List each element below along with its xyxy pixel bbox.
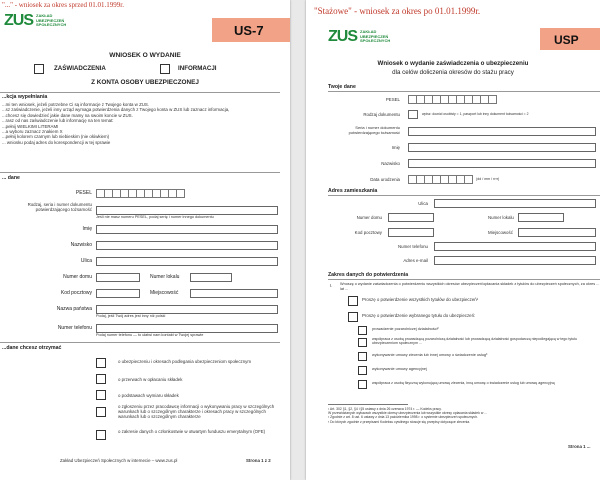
section-dane: ... dane — [2, 175, 20, 181]
data-urodzenia-input[interactable] — [408, 175, 472, 184]
nazwisko-label: Nazwisko — [381, 161, 400, 166]
pesel-digit[interactable] — [488, 95, 497, 104]
zus-logo — [328, 28, 400, 46]
telefon-input[interactable] — [96, 324, 278, 333]
logo-line: ZAKŁAD — [36, 13, 53, 19]
footer-website: Zakład Ubezpieczeń Społecznych w internecie – www.zus.pl — [60, 458, 178, 463]
informacji-label: INFORMACJI — [178, 65, 217, 72]
logo-line: SPOŁECZNYCH — [36, 22, 67, 28]
us7-form-page — [0, 0, 290, 480]
form-code: US-7 — [234, 23, 264, 38]
nr-domu-input[interactable] — [388, 213, 434, 222]
section-zakres: Zakres danych do potwierdzenia — [328, 272, 409, 278]
miejscowosc-label: Miejscowość — [150, 290, 179, 296]
zakres-intro: Wnoszę o wydanie zaświadczenia o potwierdzeniu wszystkich okresów ubezpieczeń/opłacania składek z tytułów do ubezpieczeń społecznych, za okres ... lat ... — [340, 282, 600, 291]
instruction-line: ...chcesz się dowiedzieć jakie dane mamy na swoim koncie w ZUS. — [2, 112, 133, 118]
form-code-box — [212, 18, 290, 42]
divider — [328, 279, 600, 280]
instruction-line: ... wniosku podaj adres do korespondencji w tej sprawie — [2, 139, 111, 145]
date-digit[interactable] — [464, 175, 473, 184]
zus-logo-mark: ZUS — [328, 28, 357, 45]
pesel-label: PESEL — [385, 97, 400, 102]
email-input[interactable] — [434, 256, 596, 265]
section-adres: Adres zamieszkania — [328, 188, 378, 194]
nr-lokalu-input[interactable] — [518, 213, 564, 222]
ulica-input[interactable] — [96, 257, 278, 266]
kod-label: Kod pocztowy — [354, 230, 382, 235]
sub-option-label: wykonywanie umowy zlecenia lub innej umowy o świadczenie usług³ — [372, 353, 488, 357]
sub-option-label: wykonywanie umowy agencyjnej — [372, 367, 427, 371]
zus-logo-mark: ZUS — [4, 12, 33, 29]
footnote: W przewidzianych wykazach wszystkie okresy ubezpieczenia lub wszystkie okresy opłacania składek w ... — [328, 411, 488, 416]
instructions-heading: ...kcja wypełniania — [2, 94, 48, 100]
nazwa-panstwa-input[interactable] — [96, 305, 278, 314]
option-checkbox[interactable] — [348, 312, 358, 322]
imie-input[interactable] — [96, 225, 278, 234]
miejscowosc-input[interactable] — [190, 289, 278, 298]
telefon-hint: Podaj numer telefonu — to ułatwi nam kontakt w Twojej sprawie — [96, 333, 204, 337]
rodzaj-input[interactable] — [408, 110, 418, 119]
option-label: Proszę o potwierdzenie wszystkich tytułów do ubezpieczeń¹ — [362, 297, 479, 302]
form-subtitle: Z KONTA OSOBY UBEZPIECZONEJ — [91, 79, 199, 86]
nazwisko-input[interactable] — [408, 159, 596, 168]
miejscowosc-label: Miejscowość — [488, 230, 513, 235]
ulica-label: Ulica — [418, 201, 428, 206]
page-number: Strona 1 ... — [568, 444, 591, 449]
imie-label: Imię — [82, 226, 92, 232]
zaswiadczenie-checkbox[interactable] — [34, 64, 44, 74]
section-twoje-dane: Twoje dane — [328, 84, 356, 90]
nazwisko-label: Nazwisko — [70, 242, 92, 248]
divider — [0, 92, 280, 93]
form-title: WNIOSEK O WYDANIE — [109, 52, 181, 59]
option-checkbox[interactable] — [348, 296, 358, 306]
option-label: o podstawach wymiaru składek — [118, 393, 179, 398]
divider — [0, 172, 280, 173]
option-label: o zakresie danych o członkostwie w otwartym funduszu emerytalnym (OFE) — [118, 429, 266, 434]
option-label: o ubezpieczeniu i okresach podlegania ubezpieczeniom społecznym — [118, 359, 252, 364]
data-hint: (dd / mm / rrrr) — [476, 177, 500, 181]
instruction-line: ...rasz od nas zaświadczenie lub informację na ten temat: — [2, 118, 114, 124]
imie-label: Imię — [391, 145, 400, 150]
dokument-input[interactable] — [96, 206, 278, 215]
telefon-label: Numer telefonu — [57, 325, 92, 331]
sub-option-checkbox[interactable] — [358, 352, 367, 361]
footnote-divider — [328, 404, 408, 405]
right-caption: "Stażowe" - wniosek za okres po 01.01.1999r. — [314, 6, 481, 16]
pesel-input[interactable] — [408, 95, 496, 104]
sub-option-checkbox[interactable] — [358, 338, 367, 347]
section-roman-numeral: I. — [330, 283, 333, 288]
section-otrzymac: ...dane chcesz otrzymać — [2, 345, 62, 351]
dokument-hint: Jeśli nie masz numeru PESEL, podaj serię i numer innego dokumentu — [96, 215, 214, 219]
rodzaj-hint: wpisz: dowód osobisty = 1, paszport lub inny dokument tożsamości = 2 — [422, 112, 529, 116]
rodzaj-label: Rodzaj dokumentu — [363, 112, 400, 117]
sub-option-label: prowadzenie pozarolniczej działalności² — [372, 327, 439, 331]
divider — [0, 342, 280, 343]
nazwa-panstwa-label: Nazwa państwa — [56, 306, 92, 312]
option-checkbox[interactable] — [96, 407, 106, 417]
kod-input[interactable] — [96, 289, 140, 298]
sub-option-label: współpraca z osobą prowadzącą pozarolniczą działalność lub prowadzącą działalność gospodarczą niepodlegającą w tego tytułu ubezpieczeniom społecznym ... — [372, 337, 577, 346]
instruction-line: ...sz zaświadczenie, jeżeli inny urząd wymaga potwierdzenia danych z Twojego konta w ZUS lub zaznacz informacja, — [2, 107, 230, 113]
option-checkbox[interactable] — [96, 374, 106, 384]
instructions-list — [2, 102, 282, 145]
imie-input[interactable] — [408, 143, 596, 152]
instruction-line: ...pełnij kolorem czarnym lub niebieskim (nie ołówkiem) — [2, 134, 110, 140]
seria-input[interactable] — [408, 127, 596, 136]
logo-line: ZAKŁAD — [360, 29, 377, 35]
kod-input[interactable] — [388, 228, 434, 237]
nr-domu-label: Numer domu — [356, 215, 382, 220]
instruction-line: ...a wyboru zaznacz znakiem X — [2, 129, 63, 135]
option-checkbox[interactable] — [96, 390, 106, 400]
informacji-checkbox[interactable] — [160, 64, 170, 74]
divider — [328, 91, 600, 92]
sub-option-checkbox[interactable] — [358, 380, 367, 389]
logo-line: UBEZPIECZEŃ — [360, 33, 389, 39]
left-caption: "..." - wniosek za okres sprzed 01.01.1999r. — [2, 1, 124, 9]
footnotes — [328, 407, 600, 424]
page-number: Strona 1 z 2 — [246, 458, 271, 463]
sub-option-checkbox[interactable] — [358, 366, 367, 375]
option-checkbox[interactable] — [96, 358, 106, 368]
instruction-line: ...mi ten wniosek, jeżeli potrzebne Ci są informacje z Twojego konta w ZUS. — [2, 102, 150, 107]
sub-option-checkbox[interactable] — [358, 326, 367, 335]
miejscowosc-input[interactable] — [518, 228, 596, 237]
ulica-input[interactable] — [434, 199, 596, 208]
sub-option-label: współpraca z osobą fizyczną wykonującą umowę zlecenia, inną umowę o świadczenie usług lub umowę agencyjną — [372, 381, 555, 385]
nr-lokalu-input[interactable] — [190, 273, 232, 282]
seria-label: Seria i numer dokumentu potwierdzającego tożsamość — [348, 125, 400, 135]
nazwisko-input[interactable] — [96, 241, 278, 250]
divider — [328, 195, 600, 196]
option-checkbox[interactable] — [96, 430, 106, 440]
option-label: o przerwach w opłacaniu składek — [118, 377, 183, 382]
instruction-line: ...pełnij WIELKIMI LITERAMI — [2, 123, 59, 129]
logo-line: SPOŁECZNYCH — [360, 38, 391, 44]
nr-lokalu-label: Numer lokalu — [488, 215, 514, 220]
zus-logo — [4, 12, 76, 30]
nr-domu-input[interactable] — [96, 273, 140, 282]
form-code-box — [540, 28, 600, 50]
footnote: ¹ Art. 302 §1, §2, §4 i §5 ustawy z dnia 26 czerwca 1974 r. — Kodeks pracy. — [328, 407, 442, 411]
pesel-label: PESEL — [75, 190, 92, 196]
footnote: ² Zgodnie z art. 8 ust. 6 ustawy z dnia 13 października 1998 r. o systemie ubezpieczeń społecznych. — [328, 415, 479, 420]
form-title: Wniosek o wydanie zaświadczenia o ubezpieczeniu — [377, 60, 529, 67]
nr-lokalu-label: Numer lokalu — [150, 274, 180, 280]
kod-label: Kod pocztowy — [60, 290, 92, 296]
logo-line: UBEZPIECZEŃ — [36, 17, 65, 23]
nr-domu-label: Numer domu — [63, 274, 92, 280]
pesel-input[interactable] — [96, 189, 184, 198]
option-label: Proszę o potwierdzenie wybranego tytułu do ubezpieczeń: — [362, 313, 476, 318]
ulica-label: Ulica — [80, 258, 92, 264]
zaswiadczenie-label: ZAŚWIADCZENIA — [54, 65, 106, 72]
email-label: Adres e-mail — [403, 258, 428, 263]
telefon-input[interactable] — [434, 242, 596, 251]
form-code: USP — [554, 33, 579, 47]
option-label: o zgłoszeniu przez pracodawcę informacji o wykonywaniu pracy w szczególnych warunkach lub o szczególnym charakterze i okresach pracy w szczególnych warunkach lub o szczególnym charakterze — [118, 404, 275, 419]
usp-form-page — [306, 0, 600, 480]
zus-logo-text — [360, 30, 400, 44]
panstwo-hint: Podaj, jeśli Twój adres jest inny niż polski — [96, 314, 166, 318]
pesel-digit[interactable] — [176, 189, 185, 198]
zus-logo-text — [36, 14, 76, 28]
dokument-label: Rodzaj, seria i numer dokumentu potwierdzającego tożsamość — [27, 202, 92, 213]
data-urodzenia-label: Data urodzenia — [370, 177, 400, 182]
form-subtitle: dla celów doliczenia okresów do stażu pracy — [392, 69, 514, 76]
telefon-label: Numer telefonu — [397, 244, 428, 249]
footnote: ³ Do których zgodnie z przepisami Kodeksu cywilnego stosuje się przepisy dotyczące zlecenia. — [328, 419, 471, 424]
